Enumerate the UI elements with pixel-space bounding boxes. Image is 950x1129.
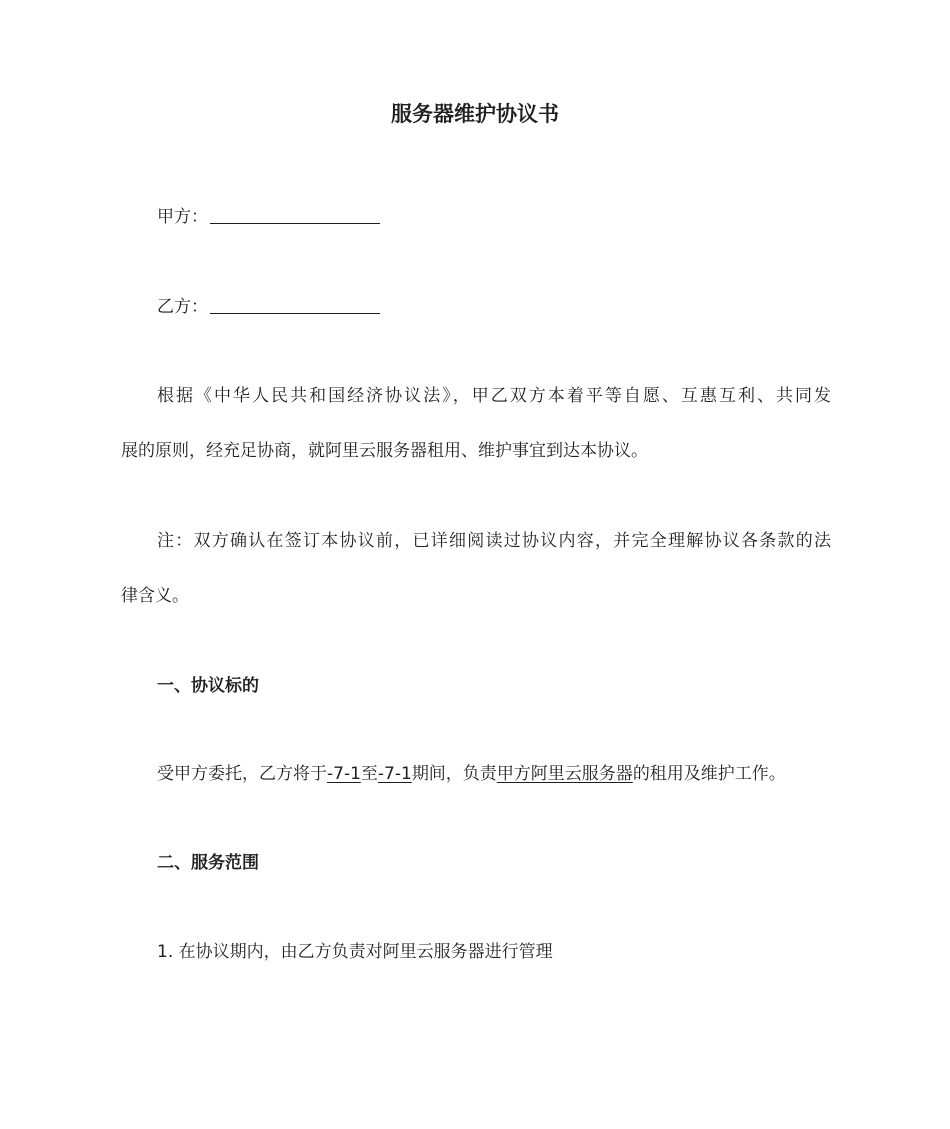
- section-1-text-after: 的租用及维护工作。: [632, 764, 786, 784]
- party-b-label: 乙方：: [157, 297, 208, 317]
- party-a-line: [157, 205, 831, 229]
- service-object: 甲方阿里云服务器: [496, 764, 633, 784]
- document-title: 服务器维护协议书: [391, 102, 559, 126]
- section-1-text: [157, 762, 831, 786]
- party-b-blank: [210, 295, 380, 314]
- party-a-label: 甲方：: [157, 207, 208, 227]
- end-date: -7-1: [377, 764, 412, 784]
- section-1-text-before: 受甲方委托，乙方将于: [157, 764, 327, 784]
- section-1-heading: 一、协议标的: [157, 676, 259, 696]
- party-a-blank: [210, 205, 380, 224]
- preamble-line-1: 根据《中华人民共和国经济协议法》，甲乙双方本着平等自愿、互惠互利、共同发: [157, 386, 831, 406]
- section-2-heading: 二、服务范围: [157, 853, 259, 873]
- party-b-line: [157, 295, 831, 319]
- date-connector: 至: [360, 764, 378, 784]
- note-line-1: 注：双方确认在签订本协议前，已详细阅读过协议内容，并完全理解协议各条款的法: [157, 531, 831, 551]
- note-line-2: 律含义。: [121, 586, 189, 606]
- section-2-item-1: 1. 在协议期内，由乙方负责对阿里云服务器进行管理: [157, 942, 553, 962]
- start-date: -7-1: [327, 764, 361, 784]
- preamble-line-2: 展的原则，经充足协商，就阿里云服务器租用、维护事宜到达本协议。: [121, 441, 648, 461]
- section-1-text-middle: 期间，负责: [411, 764, 497, 784]
